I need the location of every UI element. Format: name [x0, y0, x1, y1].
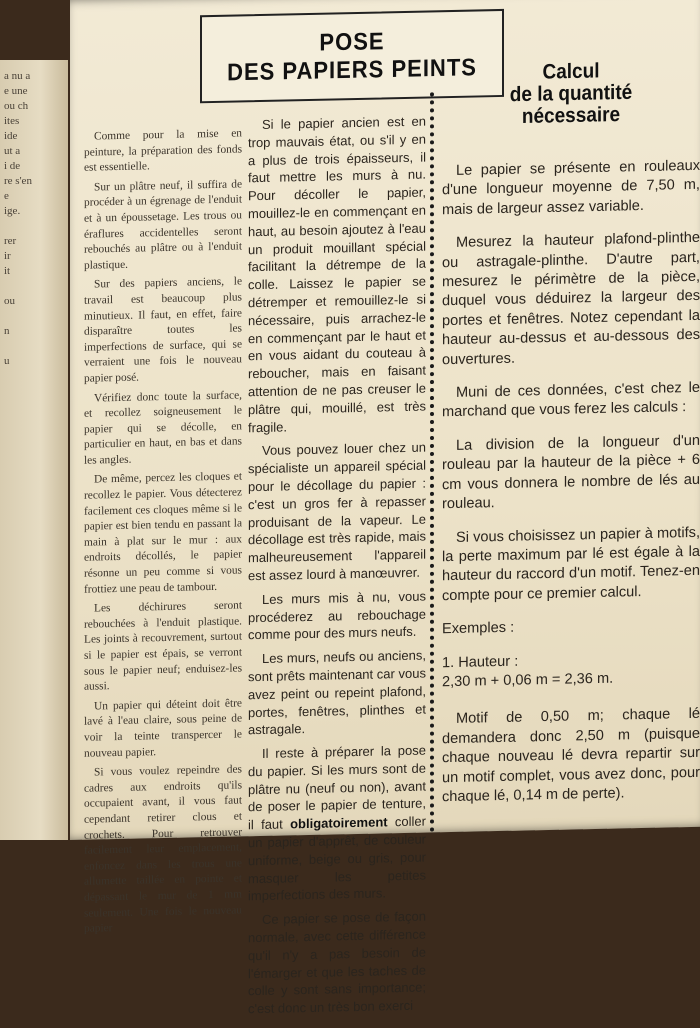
left-page-fragment: ou	[4, 295, 15, 307]
col1-paragraph: Les déchirures seront rebouchées à l'enduit plastique. Les joints à recouvrement, surtout si le papier est épais, se verront sous le papier neuf; enduisez-les aussi.	[84, 599, 242, 693]
left-page-fragment: ites	[4, 115, 20, 127]
left-page-fragment: re s'en	[4, 175, 32, 187]
column-2	[248, 113, 426, 1025]
left-page-fragment: i de	[4, 160, 21, 172]
p5-text-after: coller un papier d'apprêt, de couleur uniforme, beige ou gris, pour masquer les petites imperfections des murs.	[248, 813, 426, 904]
column-3	[442, 157, 700, 822]
p5-text-before: Il reste à préparer la pose du papier. Si les murs sont de plâtre nu (neuf ou non), avant de poser le papier de tenture, il faut	[248, 742, 426, 833]
col2-paragraph-3: Les murs mis à nu, vous procéderez au rebouchage comme pour des murs neufs.	[248, 588, 426, 643]
examples-label: Exemples :	[442, 619, 515, 638]
left-page-fragment: it	[4, 265, 11, 277]
calcul-heading-line-2: de la quantité	[509, 81, 633, 107]
col1-paragraph: Vérifiez donc toute la surface, et recollez soigneusement le papier qui se décolle, en particulier en haut, en bas et dans les angles.	[84, 388, 242, 467]
col2-paragraph-1: Si le papier ancien est en trop mauvais état, ou s'il y en a plus de trois épaisseurs, il faut mettre les murs à nu. Pour décoller le papier, mouillez-le en commençant en haut, au besoin ajoutez à l'eau un produit mouillant spécial facilitant la détrempe de la colle. Laissez le papier se détremper et remouillez-le si nécessaire, puis arrachez-le en commençant par le haut et en vous aidant du couteau à reboucher, mais en faisant attention de ne pas creuser le plâtre qui, mouillé, est très fragile.	[248, 113, 426, 435]
left-page-fragment: ut a	[4, 145, 21, 157]
col1-paragraph: Si vous voulez repeindre des cadres aux endroits qu'ils occupaient avant, il vous faut cependant retirer clous et crochets. Pour retrouver facilement leur emplacement, enfoncez dans les trous une allumette taillée en pointe et dépassant le mur de 1 mm seulement. Une fois le nouveau papier	[84, 763, 242, 935]
left-page-fragment: rer	[4, 235, 17, 247]
col3-paragraph-6: Motif de 0,50 m; chaque lé demandera donc 2,50 m (puisque chaque nouveau lé devra repartir sur un motif complet, vous avez donc, pour chaque lé, 0,14 m de perte).	[442, 706, 700, 806]
left-page-fragment: ige.	[4, 205, 21, 217]
example-1-calc: 2,30 m + 0,06 m = 2,36 m.	[442, 670, 614, 691]
example-1	[442, 648, 700, 692]
emphasis-obligatoirement: obligatoirement	[290, 814, 388, 832]
col3-paragraph-2: Mesurez la hauteur plafond-plinthe ou astragale-plinthe. D'autre part, mesurez le périmètre de la pièce, duquel vous déduirez la largeur des portes et fenêtres. Notez cependant la hauteur au-dessus et au-dessous des ouvertures.	[442, 230, 700, 368]
left-page-fragment: a nu a	[4, 70, 31, 82]
col3-paragraph-4: La division de la longueur d'un rouleau par la hauteur de la pièce + 6 cm vous donnera le nombre de lés au rouleau.	[442, 432, 700, 513]
col3-paragraph-3: Muni de ces données, c'est chez le marchand que vous ferez les calculs :	[442, 379, 700, 421]
title-line-2: DES PAPIERS PEINTS	[227, 53, 477, 86]
col1-paragraph: Sur des papiers anciens, le travail est beaucoup plus minutieux. Il faut, en effet, faire disparaître toutes les imperfections de surface, qui se verraient une fois le nouveau papier posé.	[84, 275, 242, 385]
example-1-label: 1. Hauteur :	[442, 653, 519, 671]
calcul-heading	[442, 59, 700, 130]
col1-paragraph: Un papier qui déteint doit être lavé à l'eau claire, sous peine de voir la teinte transpercer le nouveau papier.	[84, 697, 242, 760]
left-page-fragment: n	[4, 325, 10, 337]
col1-paragraph: Comme pour la mise en peinture, la préparation des fonds est essentielle.	[84, 127, 242, 174]
left-page-fragment: e une	[4, 85, 28, 97]
left-page-edge	[0, 60, 68, 840]
left-page-fragment: ide	[4, 130, 18, 142]
magazine-page	[70, 0, 700, 1017]
col3-paragraph-1: Le papier se présente en rouleaux d'une longueur moyenne de 7,50 m, mais de largeur assez variable.	[442, 157, 700, 219]
col2-paragraph-6: Ce papier se pose de façon normale, avec cette différence qu'il n'y a pas besoin de l'émarger et que les taches de colle y sont sans importance; c'est donc un très bon exerci	[248, 908, 426, 1017]
calcul-heading-line-1: Calcul	[542, 59, 600, 85]
col1-paragraph: Sur un plâtre neuf, il suffira de procéder à un égrenage de l'enduit et à un époussetage. Les trous ou éraflures accidentelles seront rebouchés au plâtre ou à l'enduit plastique.	[84, 178, 242, 272]
calcul-heading-line-3: nécessaire	[521, 103, 621, 129]
col2-paragraph-4: Les murs, neufs ou anciens, sont prêts maintenant car vous avez peint ou repeint plafond, portes, fenêtres, plinthes et astragale.	[248, 647, 426, 738]
title-line-1: POSE	[319, 27, 385, 56]
left-page-fragment: e	[4, 190, 9, 202]
left-page-fragment: ir	[4, 250, 11, 262]
dotted-column-divider	[430, 92, 434, 832]
left-page-fragment: ou ch	[4, 100, 29, 112]
col2-paragraph-5	[248, 742, 426, 906]
col3-paragraph-5: Si vous choisissez un papier à motifs, la perte maximum par lé est égale à la hauteur du raccord d'un motif. Tenez-en compte pour ce premier calcul.	[442, 524, 700, 604]
col2-paragraph-2: Vous pouvez louer chez un spécialiste un appareil spécial pour le décollage du papier : c'est un gros fer à repasser produisant de la vapeur. Le décollage est très rapide, mais malheureusement l'appareil est assez lourd à manœuvrer.	[248, 439, 426, 584]
left-page-fragment: u	[4, 355, 10, 367]
column-1	[84, 126, 242, 941]
col1-paragraph: De même, percez les cloques et recollez le papier. Vous détecterez facilement ces cloques même si le papier est bien tendu en passant la main à plat sur le mur : aux endroits décollés, le papier résonne un peu comme si vous frottiez une peau de tambour.	[84, 470, 242, 596]
